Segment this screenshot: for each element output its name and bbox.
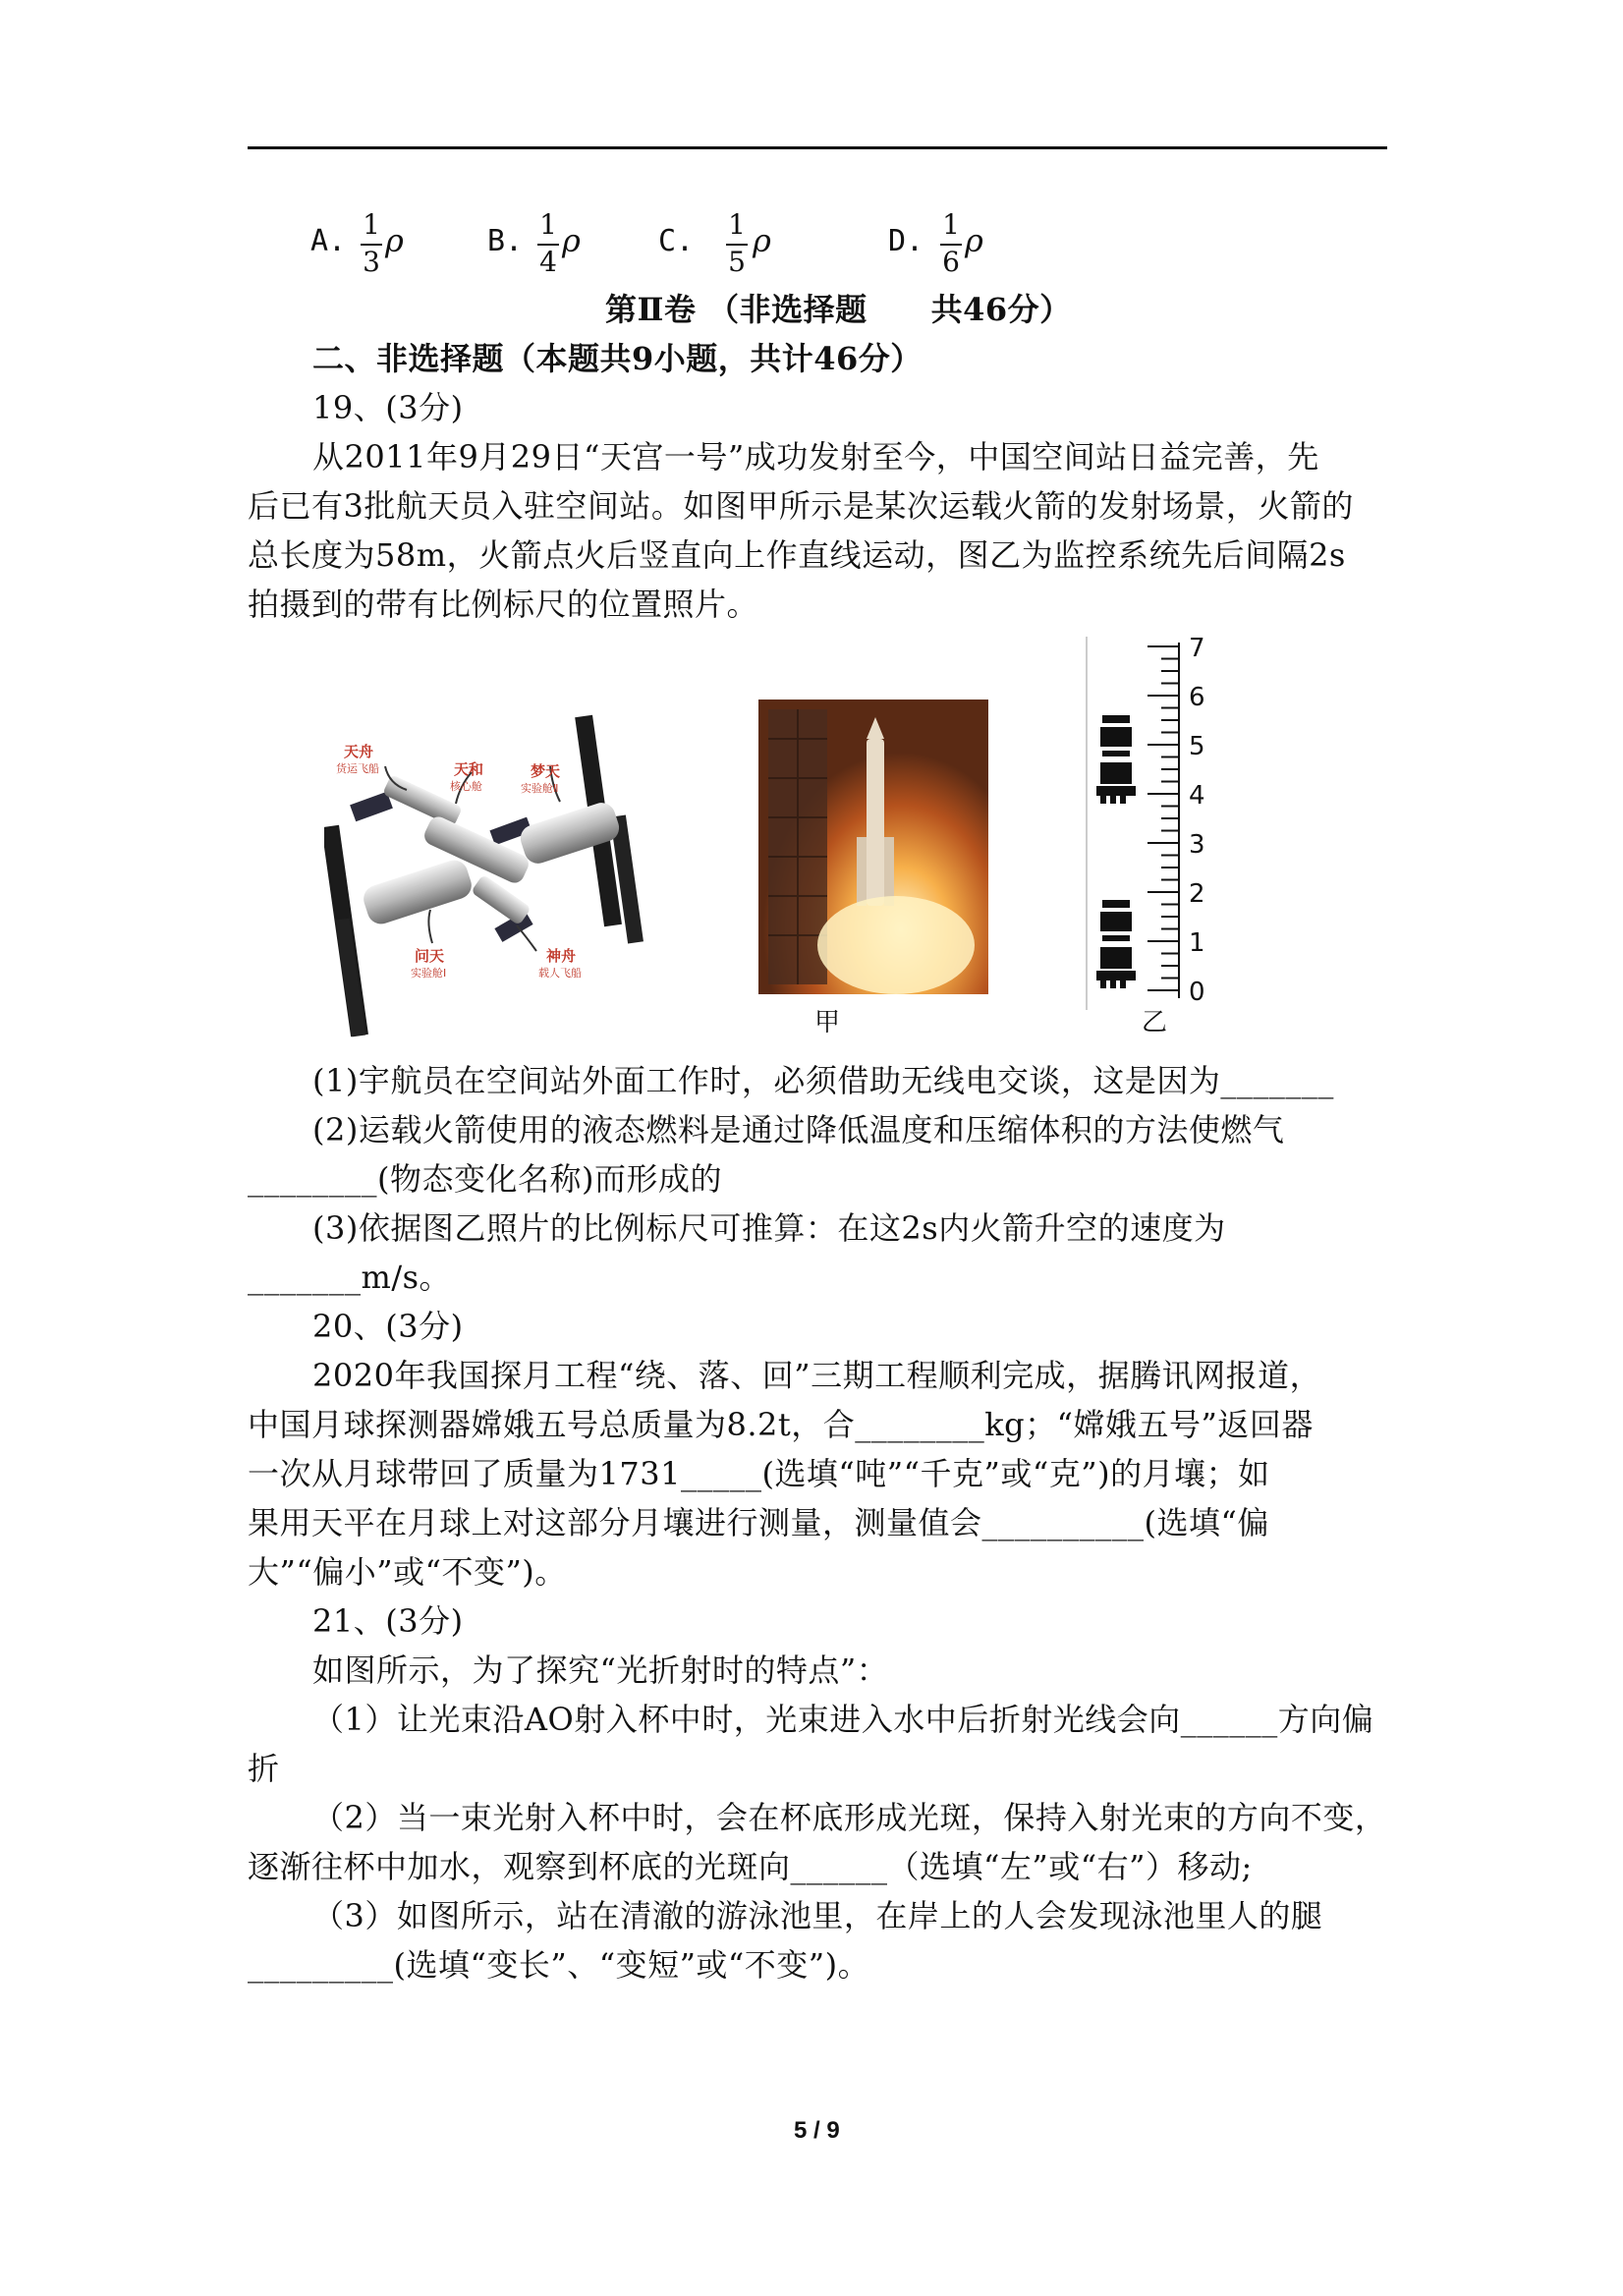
q20-line-5: 大”“偏小”或“不变”)。 [248,1553,567,1591]
label-wentian-sub: 实验舱Ⅰ [411,967,447,980]
label-mengtian: 梦天 [531,762,561,780]
q21-sub-3-line-1: （3）如图所示，站在清澈的游泳池里，在岸上的人会发现泳池里人的腿 [312,1897,1323,1934]
option-b-numerator: 1 [539,208,557,241]
q21-sub-1-line-1: （1）让光束沿AO射入杯中时，光束进入水中后折射光线会向______方向偏 [312,1701,1374,1738]
q21-sub-3-line-2: _________(选填“变长”、“变短”或“不变”)。 [248,1946,870,1984]
label-tianhe: 天和 [454,760,484,778]
q20-line-3: 一次从月球带回了质量为1731_____(选填“吨”“千克”或“克”)的月壤；如 [248,1455,1270,1492]
q19-paragraph-line-4: 拍摄到的带有比例标尺的位置照片。 [248,586,759,623]
space-station-figure [324,707,648,1041]
ruler-tick-label: 4 [1189,781,1205,811]
q19-paragraph-line-1: 从2011年9月29日“天宫一号”成功发射至今，中国空间站日益完善，先 [312,438,1319,476]
ruler-tick-label: 1 [1189,928,1205,958]
option-c-numerator: 1 [728,208,746,241]
header-rule [248,146,1387,149]
label-tianzhou: 天舟 [344,743,374,760]
volume-title: 第Ⅱ卷 （非选择题 共46分） [605,291,1072,328]
label-mengtian-sub: 实验舱Ⅱ [521,782,559,795]
label-tianhe-sub: 核心舱 [450,780,482,793]
option-d-denominator: 6 [942,246,960,278]
label-wentian: 问天 [415,947,445,965]
rocket-launch-photo [758,700,988,994]
option-a-denominator: 3 [363,246,380,278]
caption-jia: 甲 [814,1008,841,1037]
option-b-label: B. [487,224,524,258]
q19-sub-2-line-1: (2)运载火箭使用的液态燃料是通过降低温度和压缩体积的方法使燃气 [312,1111,1285,1148]
ruler-tick-label: 3 [1189,830,1205,860]
q20-heading: 20、(3分) [312,1308,464,1345]
ruler-position-figure [1081,637,1228,1010]
ruler-tick-label: 7 [1189,637,1205,663]
label-tianzhou-sub: 货运飞船 [336,762,379,775]
q20-line-4: 果用天平在月球上对这部分月壤进行测量，测量值会__________(选填“偏 [248,1504,1269,1541]
ruler-tick-label: 5 [1189,732,1205,761]
q19-sub-2-line-2: ________(物态变化名称)而形成的 [248,1160,722,1198]
q19-sub-3-line-2: _______m/s。 [248,1259,452,1296]
q20-line-1: 2020年我国探月工程“绕、落、回”三期工程顺利完成，据腾讯网报道， [312,1357,1322,1394]
option-b-denominator: 4 [539,246,557,278]
option-d-label: D. [888,224,924,258]
q20-line-2: 中国月球探测器嫦娥五号总质量为8.2t，合________kg；“嫦娥五号”返回器 [248,1406,1314,1443]
caption-yi: 乙 [1142,1008,1168,1037]
q19-paragraph-line-3: 总长度为58m，火箭点火后竖直向上作直线运动，图乙为监控系统先后间隔2s [248,536,1346,574]
ruler-tick-label: 2 [1189,879,1205,909]
q21-sub-2-line-1: （2）当一束光射入杯中时，会在杯底形成光斑，保持入射光束的方向不变， [312,1799,1387,1836]
q21-heading: 21、(3分) [312,1602,464,1640]
ruler-tick-label: 0 [1189,978,1205,1007]
option-c-rho: ρ [753,222,771,259]
q21-sub-2-line-2: 逐渐往杯中加水，观察到杯底的光斑向______（选填“左”或“右”）移动; [248,1848,1253,1885]
option-c-label: C. [658,224,695,258]
rocket-upper-position [1096,715,1136,804]
q21-sub-1-line-2: 折 [248,1750,280,1787]
option-a-rho: ρ [385,222,404,259]
q19-sub-1: (1)宇航员在空间站外面工作时，必须借助无线电交谈，这是因为_______ [312,1062,1334,1099]
option-a-label: A. [310,224,347,258]
ruler-tick-label: 6 [1189,683,1205,712]
part-title: 二、非选择题（本题共9小题，共计46分） [312,340,923,377]
label-shenzhou: 神舟 [546,947,577,965]
option-d-rho: ρ [965,222,983,259]
option-c-denominator: 5 [728,246,746,278]
q19-sub-3-line-1: (3)依据图乙照片的比例标尺可推算：在这2s内火箭升空的速度为 [312,1209,1226,1247]
option-a-numerator: 1 [363,208,380,241]
label-shenzhou-sub: 载人飞船 [538,967,582,980]
option-b-rho: ρ [562,222,581,259]
q19-paragraph-line-2: 后已有3批航天员入驻空间站。如图甲所示是某次运载火箭的发射场景，火箭的 [248,487,1354,525]
rocket-lower-position [1096,900,1136,988]
option-d-numerator: 1 [942,208,960,241]
q21-intro: 如图所示，为了探究“光折射时的特点”： [312,1652,889,1689]
page-number: 5 / 9 [794,2117,840,2144]
q19-heading: 19、(3分) [312,389,464,426]
